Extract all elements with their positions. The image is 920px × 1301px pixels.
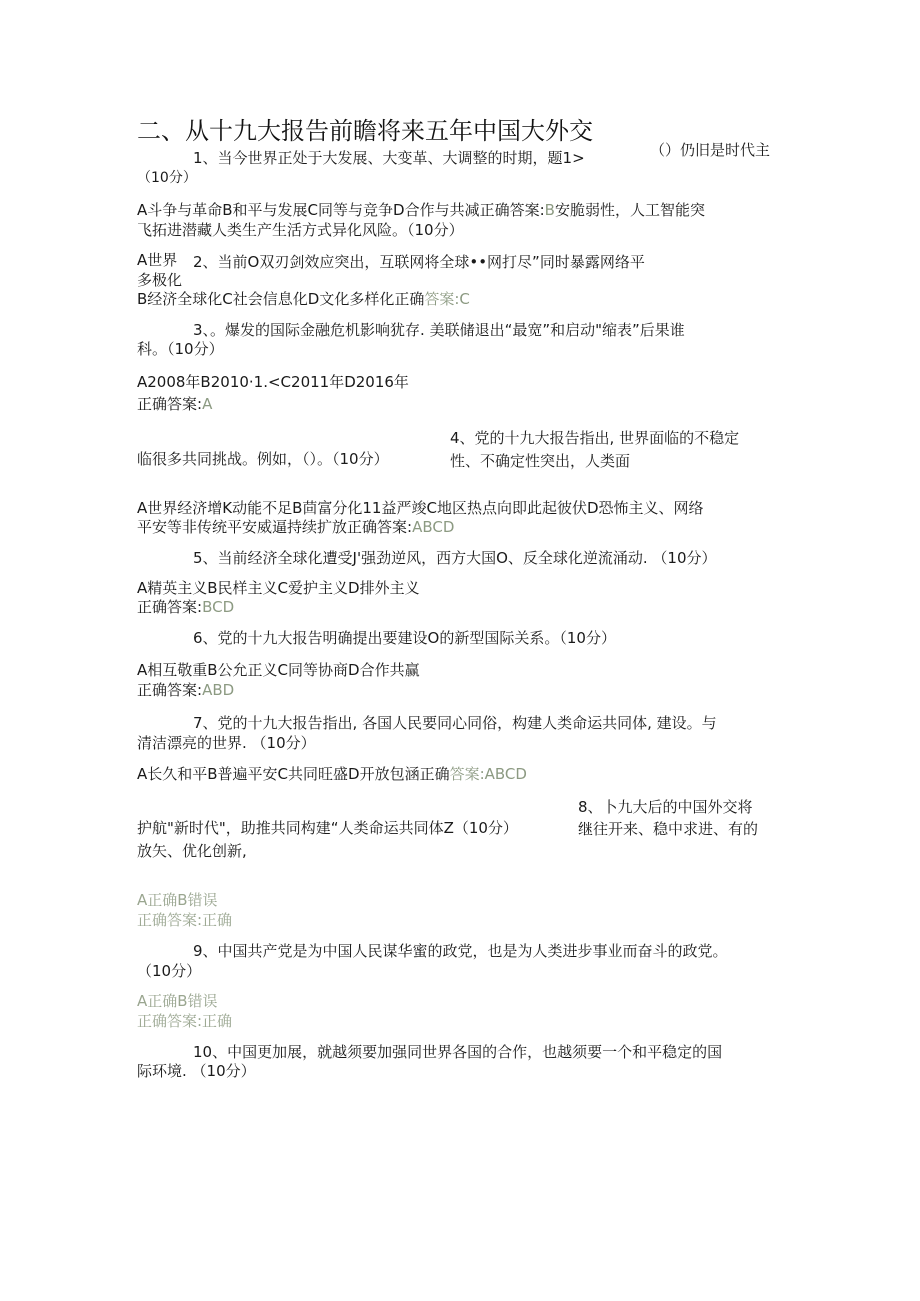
question-4-options-2-text: 平安等非传统平安威逼持续扩放正确答案: [137,518,413,536]
question-7-stem-2: 清洁漂亮的世界. （10分） [137,734,316,752]
question-2-left-b: 多极化 [137,271,183,289]
question-1-side-text: （）仍旧是时代主 [650,141,771,159]
question-8-stem-left: 护航"新时代"，助推共同构建“人类命运共同体Z（10分） [137,819,518,837]
question-5-stem: 5、当前经济全球化遭受J'强劲逆风，西方大国O、反全球化逆流涌动. （10分） [193,549,717,567]
question-7-stem: 7、党的十九大报告指出, 各国人民要同心同俗，构建人类命运共同体, 建设。与 [193,714,717,732]
question-4-answer: ABCD [412,518,455,536]
question-2-answer: 答案:C [424,290,470,308]
question-1-options [137,200,705,220]
question-6-answer-label: 正确答案: [137,681,203,699]
section-title: 二、从十九大报告前瞻将来五年中国大外交 [137,117,593,145]
question-5-answer-label: 正确答案: [137,598,203,616]
question-1-line3: 飞拓进潜藏人类生产生活方式异化风险。（10分） [137,221,464,239]
question-7-options [137,764,527,784]
question-2-left-a: A世界 [137,251,178,269]
question-7-options-text: A长久和平B普遍平安C共同旺盛D开放包涵正确 [137,765,450,783]
question-9-stem: 9、中国共产党是为中国人民谋华蜜的政党，也是为人类进步事业而奋斗的政党。 [193,942,728,960]
question-2-options [137,289,470,309]
question-3-answer-label: 正确答案: [137,395,203,413]
question-9-stem-2: （10分） [137,962,202,980]
question-8-answer: 正确答案:正确 [137,911,233,929]
question-5-options: A精英主义B民样主义C爱护主义D排外主义 [137,579,420,597]
question-9-options: A正确B错误 [137,992,218,1010]
question-3-options: A2008年B2010·1.<C2011年D2016年 [137,373,409,391]
question-1-options-cont: 安脆弱性，人工智能突 [554,201,705,219]
question-8-stem-left-2: 放矢、优化创新, [137,842,247,860]
question-4-stem-right: 4、党的十九大报告指出, 世界面临的不稳定 [450,429,740,447]
question-6-stem: 6、党的十九大报告明确提出要建设O的新型国际关系。（10分） [193,629,616,647]
question-5-answer: BCD [202,598,235,616]
question-5-answer-line [137,597,234,617]
question-3-answer-line [137,394,212,414]
question-6-answer: ABD [202,681,235,699]
question-3-answer: A [202,395,213,413]
question-7-answer: 答案:ABCD [449,765,527,783]
question-6-answer-line [137,680,234,700]
question-1-answer: B [544,201,555,219]
question-4-options-2 [137,517,454,537]
question-8-options: A正确B错误 [137,891,218,909]
question-4-stem-right-2: 性、不确定性突出，人类面 [450,452,631,470]
question-10-stem: 10、中国更加展，就越须要加强同世界各国的合作，也越须要一个和平稳定的国 [193,1043,723,1061]
question-10-stem-2: 际环境. （10分） [137,1062,256,1080]
question-1-score: （10分） [137,170,197,186]
question-1-options-text: A斗争与革命B和平与发展C同等与竞争D合作与共减正确答案: [137,201,545,219]
question-6-options: A相互敬重B公允正义C同等协商D合作共赢 [137,661,420,679]
question-3-stem-2: 科。（10分） [137,340,224,358]
question-2-options-text: B经济全球化C社会信息化D文化多样化正确 [137,290,425,308]
question-3-stem: 3、。爆发的国际金融危机影响犹存. 美联储退出“最宽”和启动"缩表”后果谁 [193,321,685,339]
question-4-stem-left: 临很多共同挑战。例如，（）。（10分） [137,450,389,468]
question-8-stem-right: 8、卜九大后的中国外交将 [578,798,753,816]
question-4-options: A世界经济增K动能不足B茴富分化11益严竣C地区热点向即此起彼伏D恐怖主义、网络 [137,499,704,517]
question-1-stem: 1、当今世界正处于大发展、大变革、大调整的时期，题1> [193,149,585,167]
question-8-stem-right-2: 继往开来、稳中求进、有的 [578,820,759,838]
question-9-answer: 正确答案:正确 [137,1012,233,1030]
question-2-stem: 2、当前O双刃剑效应突出，互联网将全球••网打尽”同时暴露网络平 [193,253,645,271]
